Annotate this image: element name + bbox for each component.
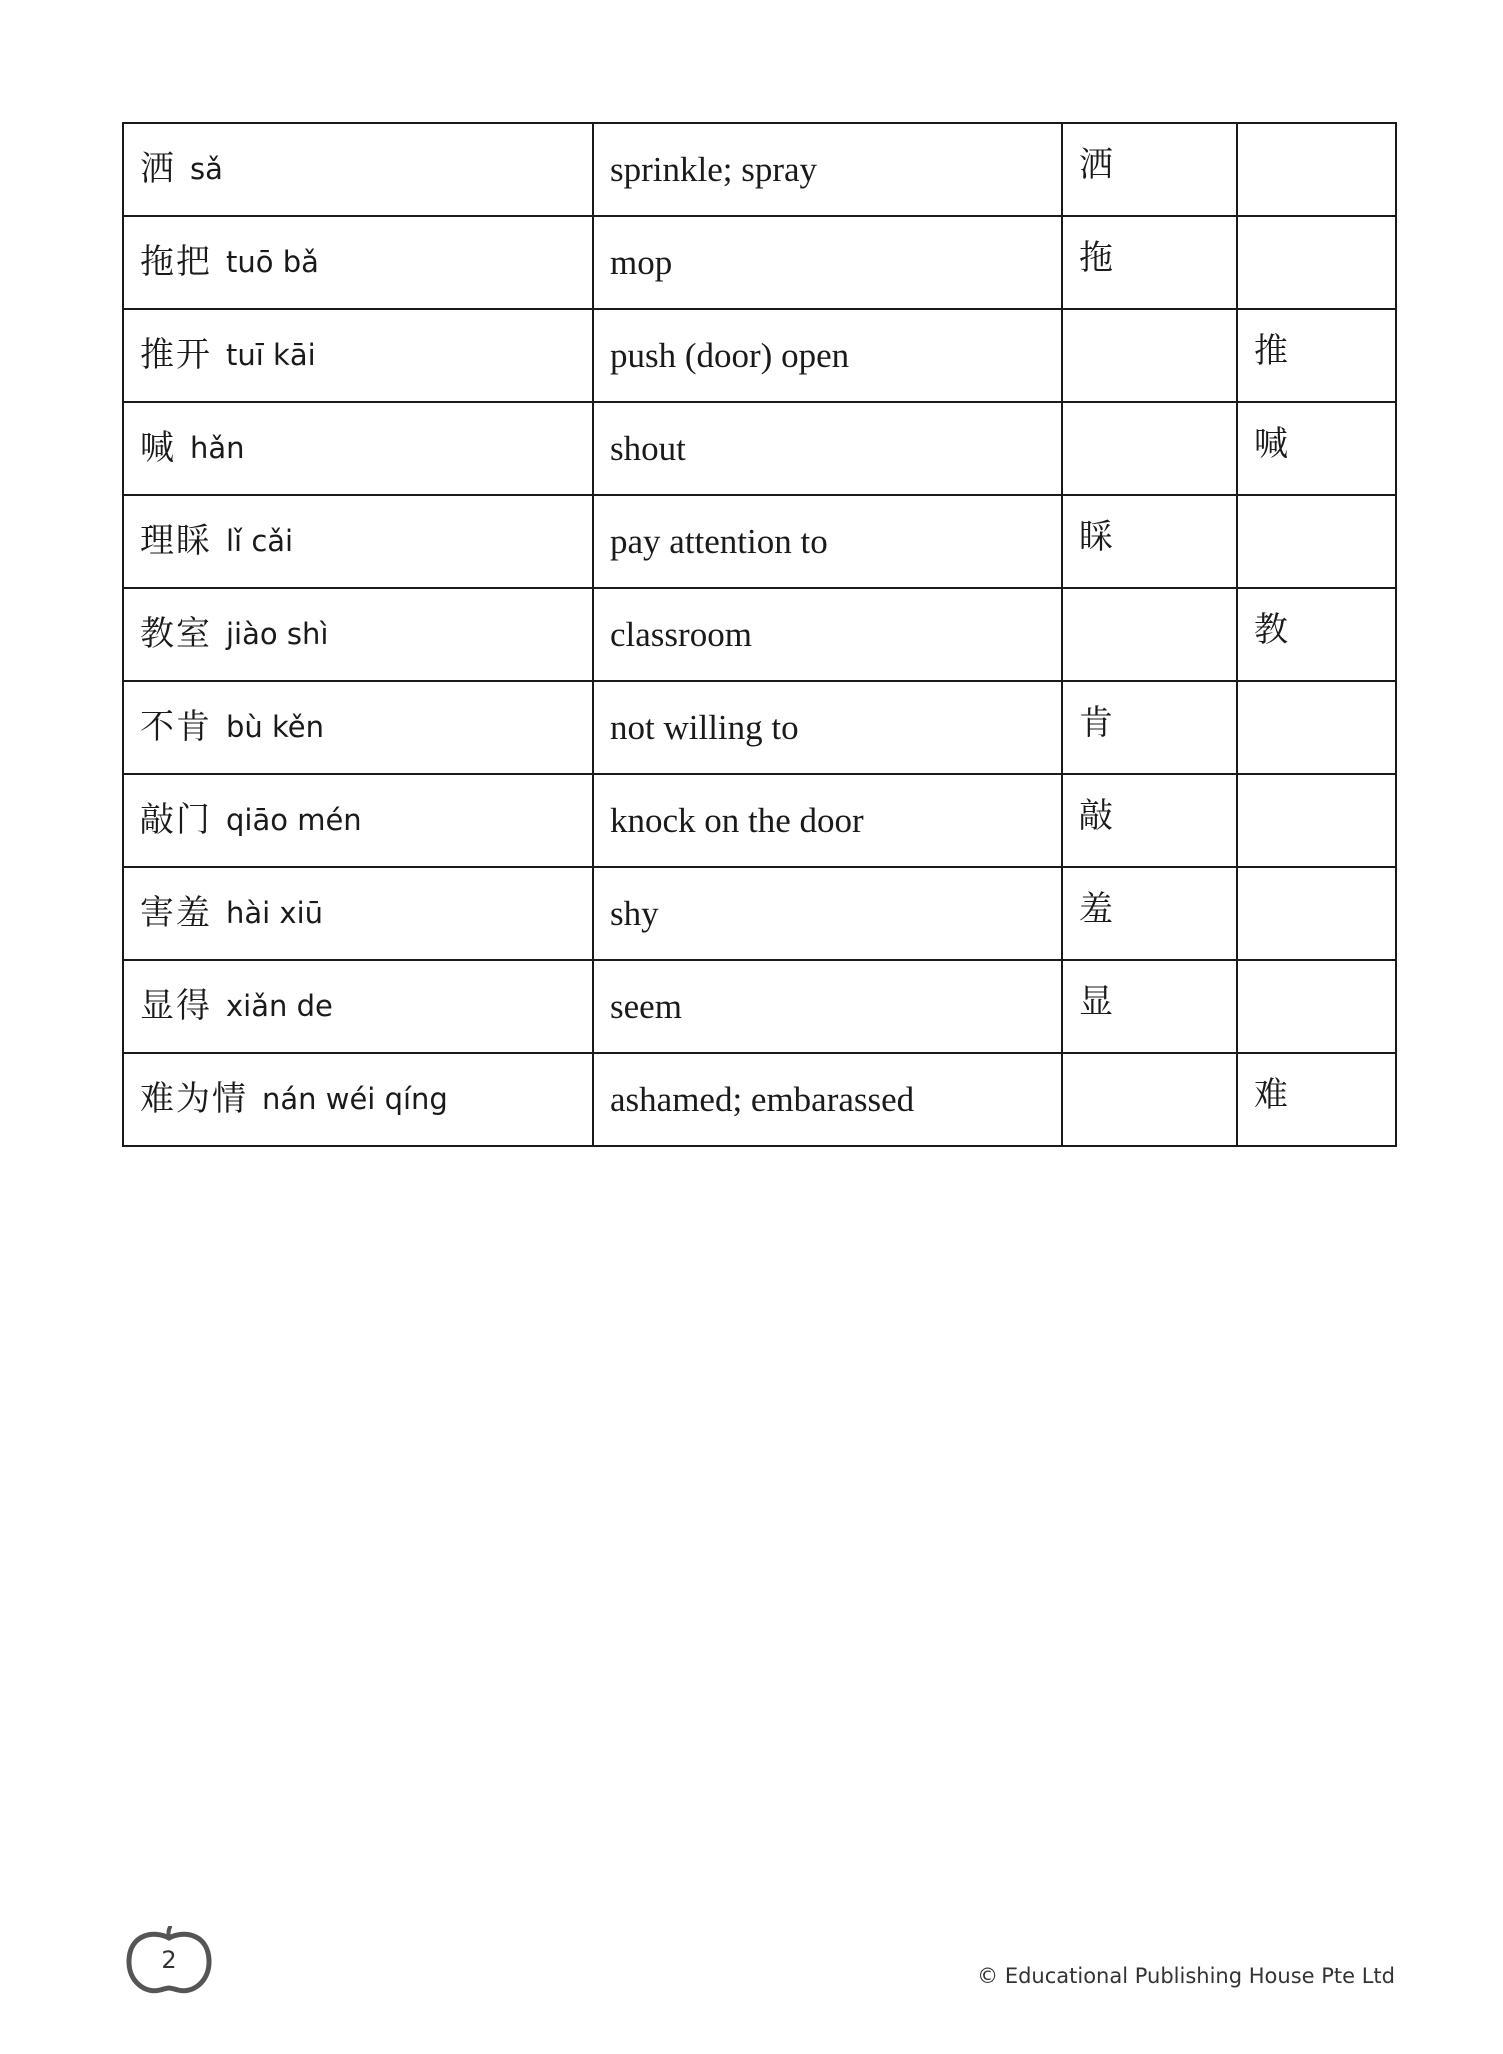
char-column-4-cell (1237, 216, 1396, 309)
word-cell (123, 123, 593, 216)
pinyin-text: tuī kāi (226, 338, 316, 372)
meaning-cell: knock on the door (593, 774, 1062, 867)
char-text: 肯 (1079, 703, 1113, 743)
table-row (123, 960, 1396, 1053)
hanzi-text: 难为情 (140, 1079, 248, 1119)
word-cell (123, 588, 593, 681)
hanzi-text: 显得 (140, 986, 212, 1026)
pinyin-text: hǎn (190, 431, 245, 465)
word-cell (123, 867, 593, 960)
page-number: 2 (161, 1946, 177, 1974)
meaning-cell: shy (593, 867, 1062, 960)
meaning-cell: not willing to (593, 681, 1062, 774)
word-cell (123, 681, 593, 774)
char-column-4-cell (1237, 960, 1396, 1053)
char-text: 难 (1254, 1075, 1288, 1115)
char-text: 推 (1254, 331, 1288, 371)
pinyin-text: hài xiū (226, 896, 324, 930)
char-column-4-cell (1237, 309, 1396, 402)
meaning-cell: classroom (593, 588, 1062, 681)
word-cell (123, 1053, 593, 1146)
char-text: 教 (1254, 610, 1288, 650)
hanzi-text: 害羞 (140, 893, 212, 933)
char-column-3-cell (1062, 1053, 1237, 1146)
meaning-cell: ashamed; embarassed (593, 1053, 1062, 1146)
meaning-cell: shout (593, 402, 1062, 495)
meaning-cell: sprinkle; spray (593, 123, 1062, 216)
meaning-cell: mop (593, 216, 1062, 309)
pinyin-text: xiǎn de (226, 989, 333, 1023)
char-column-3-cell (1062, 216, 1237, 309)
char-column-3-cell (1062, 960, 1237, 1053)
table-row (123, 588, 1396, 681)
char-column-4-cell (1237, 123, 1396, 216)
char-column-4-cell (1237, 588, 1396, 681)
pinyin-text: bù kěn (226, 710, 324, 744)
vocabulary-table-body (123, 123, 1396, 1146)
vocabulary-table (122, 122, 1397, 1147)
char-column-3-cell (1062, 681, 1237, 774)
meaning-cell: pay attention to (593, 495, 1062, 588)
hanzi-text: 喊 (140, 428, 176, 468)
char-text: 睬 (1079, 517, 1113, 557)
table-row (123, 216, 1396, 309)
table-row (123, 867, 1396, 960)
pinyin-text: nán wéi qíng (262, 1082, 448, 1116)
table-row (123, 1053, 1396, 1146)
hanzi-text: 教室 (140, 614, 212, 654)
char-text: 敲 (1079, 796, 1113, 836)
hanzi-text: 洒 (140, 149, 176, 189)
char-column-3-cell (1062, 495, 1237, 588)
pinyin-text: tuō bǎ (226, 245, 319, 279)
pinyin-text: sǎ (190, 152, 223, 186)
char-column-3-cell (1062, 588, 1237, 681)
hanzi-text: 敲门 (140, 800, 212, 840)
pinyin-text: lǐ cǎi (226, 524, 294, 558)
page-number-badge (124, 1926, 214, 1996)
char-column-4-cell (1237, 867, 1396, 960)
char-text: 喊 (1254, 424, 1288, 464)
char-text: 羞 (1079, 889, 1113, 929)
meaning-cell: seem (593, 960, 1062, 1053)
hanzi-text: 不肯 (140, 707, 212, 747)
pinyin-text: qiāo mén (226, 803, 362, 837)
char-column-4-cell (1237, 774, 1396, 867)
char-column-3-cell (1062, 123, 1237, 216)
char-column-3-cell (1062, 774, 1237, 867)
char-text: 洒 (1079, 145, 1113, 185)
hanzi-text: 推开 (140, 335, 212, 375)
table-row (123, 681, 1396, 774)
hanzi-text: 拖把 (140, 242, 212, 282)
word-cell (123, 402, 593, 495)
char-column-4-cell (1237, 1053, 1396, 1146)
hanzi-text: 理睬 (140, 521, 212, 561)
char-column-4-cell (1237, 495, 1396, 588)
char-column-4-cell (1237, 402, 1396, 495)
pinyin-text: jiào shì (226, 617, 329, 651)
table-row (123, 402, 1396, 495)
char-column-4-cell (1237, 681, 1396, 774)
meaning-cell: push (door) open (593, 309, 1062, 402)
word-cell (123, 495, 593, 588)
char-text: 拖 (1079, 238, 1113, 278)
word-cell (123, 960, 593, 1053)
table-row (123, 495, 1396, 588)
table-row (123, 774, 1396, 867)
word-cell (123, 216, 593, 309)
char-column-3-cell (1062, 402, 1237, 495)
char-column-3-cell (1062, 867, 1237, 960)
table-row (123, 123, 1396, 216)
table-row (123, 309, 1396, 402)
copyright-notice: © Educational Publishing House Pte Ltd (977, 1964, 1395, 1988)
char-column-3-cell (1062, 309, 1237, 402)
word-cell (123, 309, 593, 402)
word-cell (123, 774, 593, 867)
char-text: 显 (1079, 982, 1113, 1022)
